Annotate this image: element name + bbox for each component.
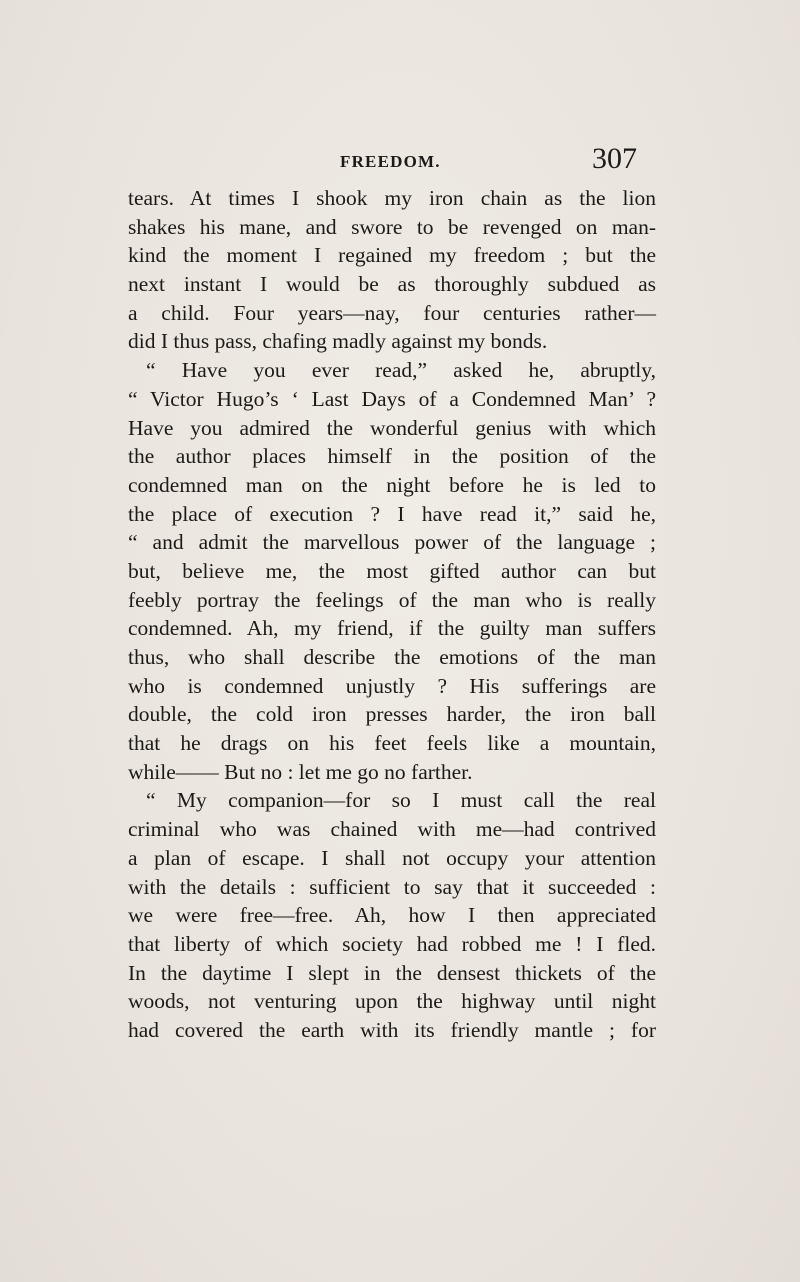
text-line: condemned. Ah, my friend, if the guilty man suffers — [128, 616, 656, 641]
text-line: “ and admit the marvellous power of the language ; — [128, 530, 656, 555]
text-line: “ My companion—for so I must call the real — [146, 788, 656, 813]
text-line: Have you admired the wonderful genius with which — [128, 415, 656, 440]
running-head — [0, 142, 800, 178]
text-line: the author places himself in the position of the — [128, 444, 656, 469]
text-line: kind the moment I regained my freedom ; but the — [128, 243, 656, 268]
text-line: we were free—free. Ah, how I then appreciated — [128, 903, 656, 928]
text-line: “ Have you ever read,” asked he, abruptly, — [146, 358, 656, 383]
page-number: 307 — [592, 142, 637, 175]
text-line: the place of execution ? I have read it,” said he, — [128, 501, 656, 526]
text-line: with the details : sufficient to say that it succeeded : — [128, 874, 656, 899]
text-line: thus, who shall describe the emotions of the man — [128, 645, 656, 669]
text-line: did I thus pass, chafing madly against my bonds. — [128, 329, 548, 354]
text-line: but, believe me, the most gifted author can but — [128, 558, 656, 583]
text-line: double, the cold iron presses harder, the iron ball — [128, 702, 656, 727]
text-line: a plan of escape. I shall not occupy your attention — [128, 845, 656, 870]
text-line: tears. At times I shook my iron chain as the lion — [128, 186, 656, 210]
text-line: had covered the earth with its friendly mantle ; for — [128, 1017, 656, 1042]
text-line: while—— But no : let me go no farther. — [128, 759, 473, 784]
text-line: that he drags on his feet feels like a mountain, — [128, 731, 656, 756]
text-line: woods, not venturing upon the highway until night — [128, 989, 656, 1014]
text-line: who is condemned unjustly ? His sufferings are — [128, 673, 656, 698]
text-line: criminal who was chained with me—had contrived — [128, 817, 656, 842]
body-text — [128, 184, 656, 1045]
text-line: feebly portray the feelings of the man who is really — [128, 587, 656, 612]
text-line: “ Victor Hugo’s ‘ Last Days of a Condemned Man’ ? — [128, 386, 656, 411]
text-line: shakes his mane, and swore to be revenged on man- — [128, 214, 656, 239]
text-line: next instant I would be as thoroughly subdued as — [128, 272, 656, 297]
text-line: a child. Four years—nay, four centuries rather— — [128, 300, 656, 325]
running-title: FREEDOM. — [340, 152, 441, 171]
text-line: that liberty of which society had robbed me ! I fled. — [128, 931, 656, 956]
text-line: condemned man on the night before he is led to — [128, 472, 656, 497]
text-line: In the daytime I slept in the densest thickets of the — [128, 960, 656, 985]
